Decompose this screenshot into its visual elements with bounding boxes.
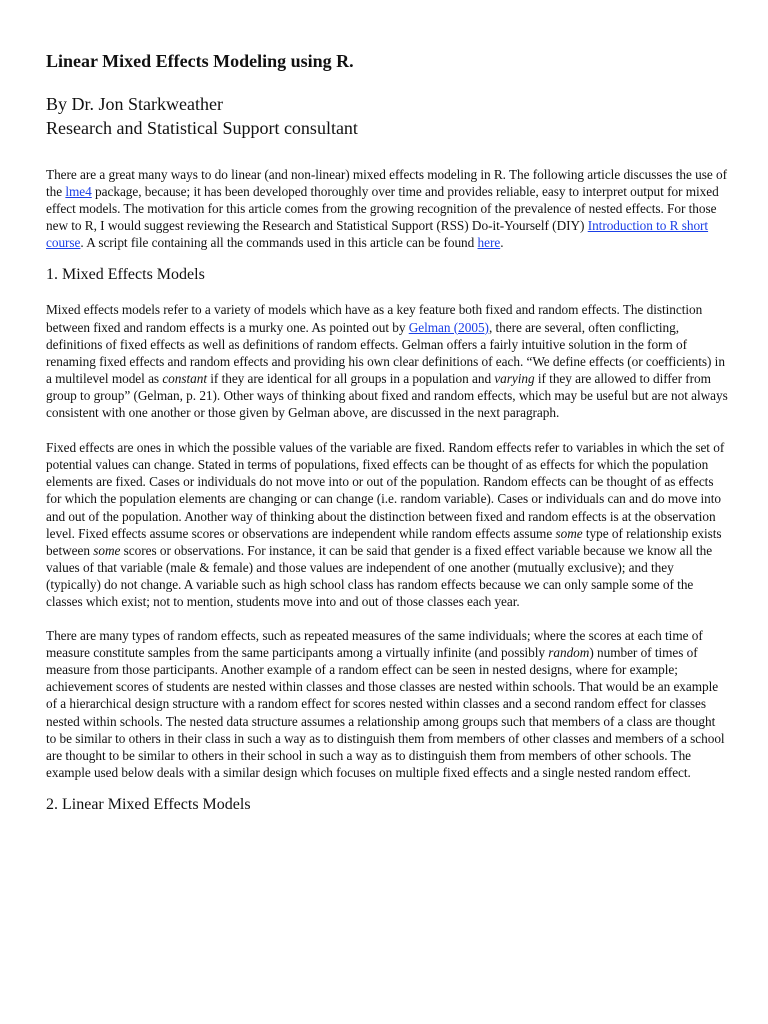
section-heading-linear-mixed-effects-models: 2. Linear Mixed Effects Models bbox=[46, 795, 251, 813]
s1p2-text-3: scores or observations. For instance, it can be said that gender is a fixed effect variable because we know all the values of that variable (male & female) and those values are independent of one another (mutually exclusive); and they (typically) do not change. A variable such as high school class has random effects because we can only sample some of the classes which exist; not to mention, students move into and out of those classes each year. bbox=[46, 542, 713, 609]
mixed-effects-paragraph-2 bbox=[46, 439, 728, 610]
s1p2-text-2: type of relationship exists between bbox=[46, 525, 722, 558]
s1p2-text-1: Fixed effects are ones in which the possible values of the variable are fixed. Random effects refer to variables in which the set of potential values can change. Stated in terms of populations, fixed effects can be thought of as effects for which the population elements are fixed. Cases or individuals do not move into or out of the population. Random effects can be thought of as effects for which the population elements are changing or can change (i.e. random variable). Cases or individuals can and do move into and out of the population. Another way of thinking about the distinction between fixed and random effects is at the observation level. Fixed effects assume scores or observations are independent while random effects assume bbox=[46, 440, 725, 541]
intro-text-2: package, because; it has been developed thoroughly over time and provides reliable, easy to interpret output for mixed effect models. The motivation for this article comes from the growing recognition of the prevalence of nested effects. For those new to R, I would suggest reviewing the Research and Statistical Support (RSS) Do-it-Yourself (DIY) bbox=[46, 184, 719, 234]
mixed-effects-paragraph-1 bbox=[46, 301, 728, 421]
intro-text-4: . bbox=[500, 235, 504, 251]
s1p1-text-2: , there are several, often conflicting, definitions of fixed effects as well as definitions of random effects. Gelman offers a fairly intuitive solution in the form of renaming fixed effects and random effects and providing his own clear definitions of each. “We define effects (or coefficients) in a multilevel model as bbox=[46, 319, 725, 386]
mixed-effects-paragraph-3 bbox=[46, 627, 728, 781]
section-heading-mixed-effects-models: 1. Mixed Effects Models bbox=[46, 266, 205, 284]
s1p2-emphasis-some-2: some bbox=[93, 542, 121, 558]
lme4-link[interactable]: lme4 bbox=[65, 184, 92, 200]
byline bbox=[46, 92, 728, 140]
intro-text-3: . A script file containing all the commands used in this article can be found bbox=[80, 235, 478, 251]
document-title: Linear Mixed Effects Modeling using R. bbox=[46, 51, 354, 71]
role-line: Research and Statistical Support consultant bbox=[46, 118, 358, 138]
author-line: By Dr. Jon Starkweather bbox=[46, 94, 223, 114]
gelman-2005-link[interactable]: Gelman (2005) bbox=[408, 319, 489, 335]
s1p3-text-2: ) number of times of measure from those participants. Another example of a random effect can be seen in nested designs, where for example; achievement scores of students are nested within classes and those classes are nested within schools. That would be an example of a hierarchical design structure with a random effect for scores nested within classes and a second random effect for classes nested within schools. The nested data structure assumes a relationship among groups such that members of a class are thought to be similar to others in their class in such a way as to distinguish them from members of other classes and members of a school are thought to be similar to others in their school in such a way as to distinguish them from members of other schools. The example used below deals with a similar design which focuses on multiple fixed effects and a single nested random effect. bbox=[46, 645, 725, 780]
s1p1-emphasis-constant: constant bbox=[162, 370, 207, 386]
s1p1-text-4: if they are allowed to differ from group to group” (Gelman, p. 21). Other ways of thinking about fixed and random effects, which may be useful but are not always consistent with one another or those given by Gelman above, are discussed in the next paragraph. bbox=[46, 370, 728, 421]
s1p3-emphasis-random: random bbox=[548, 645, 590, 661]
s1p1-emphasis-varying: varying bbox=[494, 370, 535, 386]
intro-to-r-link[interactable]: Introduction to R short course bbox=[46, 218, 709, 251]
s1p2-emphasis-some-1: some bbox=[555, 525, 583, 541]
script-file-link[interactable]: here bbox=[477, 235, 501, 251]
s1p3-text-1: There are many types of random effects, such as repeated measures of the same individuals; where the scores at each time of measure constitute samples from the same participants among a virtually infinite (and possibly bbox=[46, 628, 703, 661]
s1p1-text-3: if they are identical for all groups in a population and bbox=[207, 370, 495, 386]
intro-text-1: There are a great many ways to do linear (and non-linear) mixed effects modeling in R. The following article discusses the use of the bbox=[46, 167, 727, 200]
intro-paragraph bbox=[46, 166, 728, 251]
s1p1-text-1: Mixed effects models refer to a variety of models which have as a key feature both fixed and random effects. The distinction between fixed and random effects is a murky one. As pointed out by bbox=[46, 302, 703, 335]
